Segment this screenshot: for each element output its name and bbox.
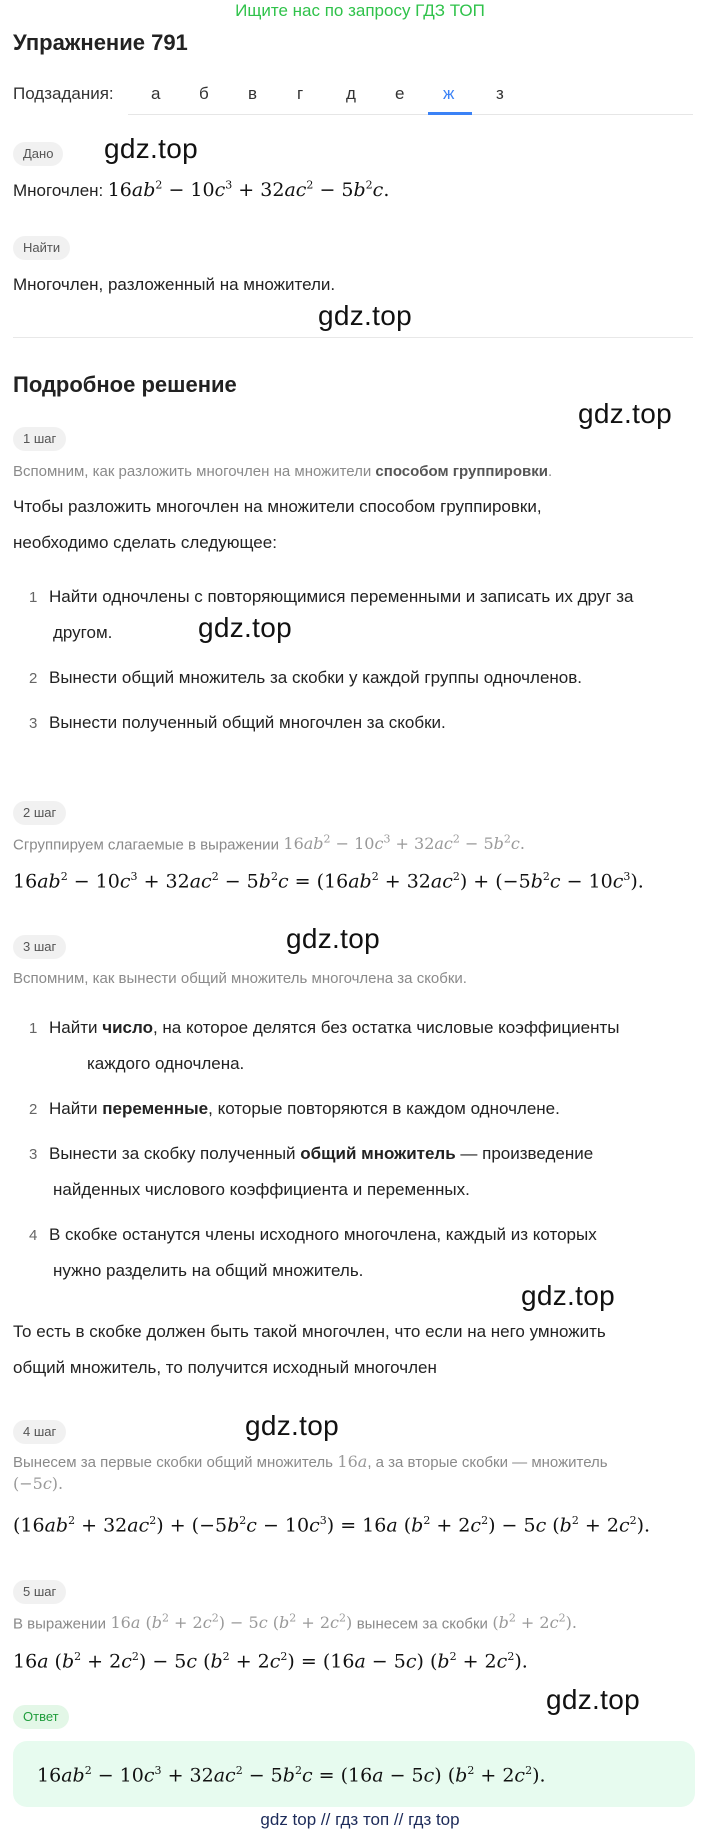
step4-hint-factor-1: 16a [337,1452,368,1471]
list-number: 2 [29,1101,38,1118]
search-banner: Ищите нас по запросу ГДЗ ТОП [235,1,485,20]
footer-links[interactable]: gdz top // гдз топ // гдз top [260,1810,460,1829]
step1-text-1: Чтобы разложить многочлен на множители способом группировки, [13,497,542,516]
tab-e[interactable]: е [395,84,405,103]
watermark: gdz.top [578,398,672,429]
step2-hint-formula: $16ab^2 - 10c^3 + 32ac^2 - 5b^2c$. [283,833,525,854]
list-item-text-cont: нужно разделить на общий множитель. [53,1261,364,1280]
step4-chip: 4 шаг [13,1420,66,1444]
list-item-text [49,1015,620,1041]
step2-chip: 2 шаг [13,801,66,825]
tabs-divider [128,114,693,115]
answer-chip: Ответ [13,1705,69,1729]
step1-chip: 1 шаг [13,427,66,451]
step1-hint-suffix: . [547,463,553,480]
step5-formula: 16a $(b^2 + 2c^2) - 5c$ $(b^2 + 2c^2) = (16a - 5c) (b^2 + 2c^2)$. [13,1650,528,1673]
step4-hint-factor-2: (−5c). [13,1474,64,1493]
step2-formula: $16ab^2 - 10c^3 + 32ac^2 - 5b^2c = (16ab^2 + 32ac^2) + (-5b^2c - 10c^3)$. [13,870,644,893]
list-item-text-cont: другом. [53,623,113,642]
list-item-post: — произведение [455,1144,594,1163]
given-label: Многочлен: [13,181,104,200]
solution-heading: Подробное решение [13,372,237,397]
list-item-bold: переменные [102,1099,209,1118]
list-item-text-cont: найденных числового коэффициента и переменных. [53,1180,470,1199]
watermark: gdz.top [546,1684,640,1715]
list-item-bold: число [102,1018,153,1037]
find-text: Многочлен, разложенный на множители. [13,275,336,294]
tab-v[interactable]: в [248,84,258,103]
list-item-text [49,1096,560,1122]
step5-chip: 5 шаг [13,1580,66,1604]
step5-hint-factor: $(b^2 + 2c^2)$. [492,1612,577,1633]
step3-text-2: общий множитель, то получится исходный многочлен [13,1358,437,1377]
subtasks-label: Подзадания: [13,84,114,103]
list-number: 3 [29,715,38,732]
step4-hint-a: Вынесем за первые скобки общий множитель [13,1454,333,1471]
step5-hint-b: вынесем за скобки [356,1615,488,1633]
step5-hint-expr: 16a $(b^2 + 2c^2) - 5c$ $(b^2 + 2c^2)$ [110,1612,353,1633]
step1-hint-bold: способом группировки [375,463,548,480]
step3-chip: 3 шаг [13,935,66,959]
given-formula: $16ab^2 - 10c^3 + 32ac^2 - 5b^2c$. [107,178,390,201]
step2-hint-line [13,833,525,856]
tab-z[interactable]: з [496,84,504,103]
list-number: 2 [29,670,38,687]
list-item-pre: Вынести за скобку полученный [49,1144,301,1163]
list-item-text [49,1141,593,1167]
step3-hint: Вспомним, как вынести общий множитель многочлена за скобки. [13,970,467,987]
step1-text-2: необходимо сделать следующее: [13,533,277,552]
watermark: gdz.top [318,300,412,331]
list-item-text: В скобке останутся члены исходного многочлена, каждый из которых [49,1225,597,1244]
list-item-pre: Найти [49,1018,103,1037]
tab-d[interactable]: д [346,84,356,103]
tab-zh[interactable]: ж [443,84,455,103]
list-item-bold: общий множитель [300,1144,456,1163]
list-number: 4 [29,1227,38,1244]
list-number: 3 [29,1146,38,1163]
list-item-post: , которые повторяются в каждом одночлене. [208,1099,560,1118]
active-tab-indicator [428,112,472,115]
list-number: 1 [29,1020,38,1037]
watermark: gdz.top [286,923,380,954]
tab-b[interactable]: б [199,84,209,103]
step1-hint-text: Вспомним, как разложить многочлен на множители [13,463,376,480]
list-number: 1 [29,589,38,606]
page-title: Упражнение 791 [13,30,188,55]
step2-hint: Сгруппируем слагаемые в выражении [13,836,279,854]
section-divider [13,337,693,338]
watermark: gdz.top [245,1410,339,1441]
watermark: gdz.top [104,133,198,164]
given-line [13,178,389,204]
find-chip: Найти [13,236,70,260]
list-item-post: , на которое делятся без остатка числовые коэффициенты [152,1018,620,1037]
list-item-text: Вынести полученный общий многочлен за скобки. [49,713,446,732]
list-item-text: Вынести общий множитель за скобки у каждой группы одночленов. [49,668,583,687]
answer-formula: $16ab^2 - 10c^3 + 32ac^2 - 5b^2c = (16a - 5c) (b^2 + 2c^2)$. [37,1764,546,1787]
step4-formula: $(16ab^2 + 32ac^2) + (-5b^2c - 10c^3) = 16a$ $(b^2 + 2c^2) - 5c$ $(b^2 + 2c^2)$. [13,1514,651,1537]
watermark: gdz.top [521,1280,615,1311]
list-item-pre: Найти [49,1099,103,1118]
step5-hint-line [13,1612,577,1635]
step4-hint-b: , а за вторые скобки — множитель [367,1454,608,1471]
watermark: gdz.top [198,612,292,643]
list-item-text: Найти одночлены с повторяющимися переменными и записать их друг за [49,587,634,606]
step3-text-1: То есть в скобке должен быть такой многочлен, что если на него умножить [13,1322,606,1341]
tab-g[interactable]: г [297,84,304,103]
tab-a[interactable]: а [151,84,161,103]
step4-hint-line [13,1452,608,1474]
step5-hint-a: В выражении [13,1615,107,1633]
list-item-text-cont: каждого одночлена. [87,1054,245,1073]
step1-hint [13,461,552,483]
given-chip: Дано [13,142,63,166]
